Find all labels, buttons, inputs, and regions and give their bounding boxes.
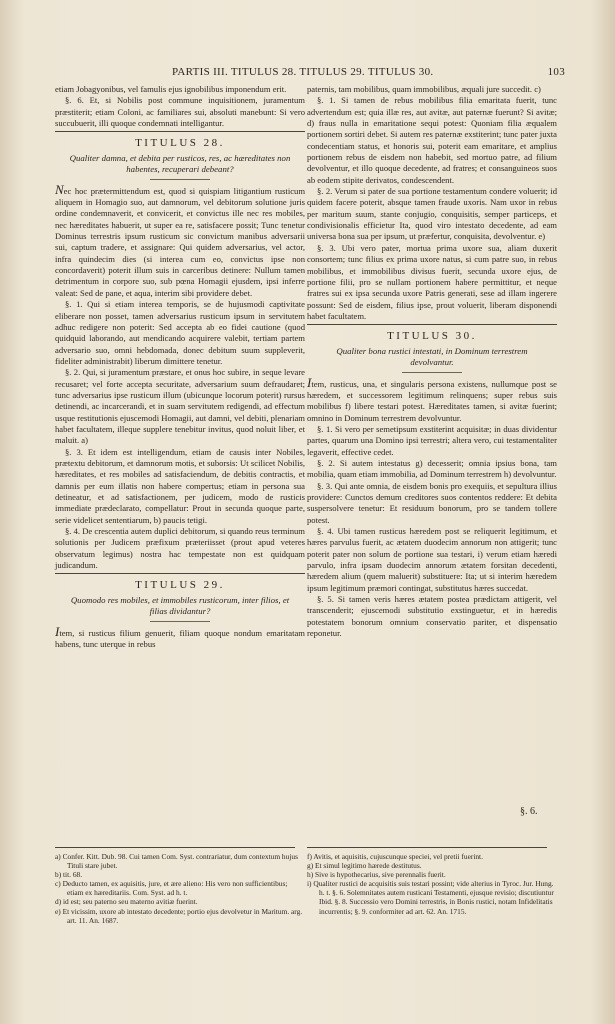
section-subtitle: Quomodo res mobiles, et immobiles rusticorum, inter filios, et filias dividantur? <box>70 594 290 616</box>
running-head <box>60 66 565 80</box>
paragraph: §. 3. Et idem est intelligendum, etiam de causis inter Nobiles, prætextu debitorum, et damnorum motis, et suborsis: Ut scilicet Nobilis, hæreditates, et res mobiles ad satisfaciendum, de debitis contractis, et damnis per eum illatis non habere compertus; etiam in persona sua detineatur, et ad satisfactionem, per judicem, modo de rusticis immediate prædeclarato, compellatur: Prout in secunda quoque parte, serie videlicet sententiarum, b) paucis tetigi. <box>55 446 305 525</box>
paragraph: §. 4. Ubi tamen rusticus hæredem post se reliquerit legitimum, et hæres parvulus fuerit, ac ætatem duodecim annorum non attigerit; tunc poterit pater non solum de portione sua testari, i) verum etiam hæredi parvulo, infra ipsam duodecim annorum ætatem forsitan decedenti, hæredem alium (quem maluerit) substituere: Ita; ut si interim hæredem ipsum legitimum præmori contingat, substitutus hæres succedat. <box>307 526 557 593</box>
catchword: §. 6. <box>520 806 538 817</box>
section-heading-titulus-30: TITULUS 30. <box>387 330 477 343</box>
footnote: a) Confer. Kitt. Dub. 98. Cui tamen Com. Syst. contrariatur, dum contextum hujus Tituli stare jubet. <box>55 852 298 871</box>
section-heading-titulus-28: TITULUS 28. <box>135 137 225 150</box>
paragraph: §. 1. Si vero per semetipsum exstiterint acquisitæ; in duas dividentur partes, quarum una Domino ipsi terrestri; altera vero, cui testamentaliter legaverit, effective cedet. <box>307 423 557 457</box>
initial-letter: I <box>55 623 60 639</box>
initial-letter: N <box>55 181 64 197</box>
footnote: h) Sive is hypothecarius, sive perennalis fuerit. <box>307 870 446 880</box>
paragraph <box>55 181 305 299</box>
section-subtitle: Qualiter damna, et debita per rusticos, res, ac hæreditates non habentes, recuperari debeant? <box>69 152 291 174</box>
footnote-rule <box>307 847 547 848</box>
paragraph: §. 3. Ubi vero pater, mortua prima uxore sua, aliam duxerit consortem; tunc filius ex prima uxore natus, si cum patre suo, in rebus mobilibus, et immobilibus divisus fuerit, secunda uxore ejus, de portione filii, pro se nullam portionem habere permittitur, et neque fratres sui ex ipsa secunda uxore Patris generati, sese ad illam ingerere possunt: Sed de eisdem, filius ipse, prout voluerit, liberam disponendi habet facultatem. <box>307 242 557 321</box>
paragraph <box>307 374 557 424</box>
paragraph: §. 1. Qui si etiam interea temporis, se de hujusmodi captivitate eliberare non posset, tamen adversarius rusticum ipsum in servitutem adhuc redigere non poterit: Sed accepta ab eo fidei cautione (quod quidquid laborando, aut mendicando acquirere valebit, tertiam partem adversario suo, omni hebdomada, donec debitum suum suppleverit, fideliter administrabit) liberum dimittere tenetur. <box>55 299 305 366</box>
divider <box>150 179 210 180</box>
paragraph-text: tem, rusticus, una, et singularis persona existens, nullumque post se hæredem, et successorem legitimum relinquens; super rebus suis mobilibus f) libere testari potest. Hæreditates tamen, si avitæ fuerint; omnino in Dominum terrestrem devolvuntur. <box>307 378 557 423</box>
paragraph: §. 1. Si tamen de rebus mobilibus filia emaritata fuerit, tunc advertendum est; quia illæ res, aut avitæ, aut paternæ fuerunt? Si avitæ; d) fraus nulla in emaritatione sequi potest: Quoniam filia æqualem portionem sortiri debet. Si autem res paternæ exstiterint; tunc pater juxta condecentiam status, et honoris sui, poterit eam emaritare, et amplius portionem rebus de eisdem non habebit, sed mortuo patre, ad filium devolventur, et illo quoque decedente, ad fratres; et consanguineos suos ab eodem stipite derivatos, condescendent. <box>307 95 557 185</box>
footnote: g) Et simul legitimo hærede destitutus. <box>307 861 422 871</box>
footnote: d) id est; seu paterno seu materno avitiæ fuerint. <box>55 897 198 907</box>
left-column <box>55 84 305 650</box>
running-title: PARTIS III. TITULUS 28. TITULUS 29. TITULUS 30. <box>172 66 434 78</box>
divider <box>150 621 210 622</box>
paragraph: etiam Jobagyonibus, vel famulis ejus ignobilibus imponendum erit. <box>55 84 287 94</box>
footnote-rule <box>55 847 295 848</box>
divider <box>55 131 305 132</box>
footnote: c) Deducto tamen, ex aquisitis, jure, et ære alieno: His vero non sufficientibus; etiam ex hæreditariis. Com. Syst. ad h. t. <box>55 879 288 898</box>
footnote: f) Avitis, et aquisitis, cujuscunque speciei, vel pretii fuerint. <box>307 852 483 861</box>
divider <box>55 573 305 574</box>
paragraph: §. 2. Qui, si juramentum præstare, et onus hoc subire, in seque levare recusaret; vel forte accepta securitate, adversarium suum defraudaret; tunc adversarius ipse rusticum illum (ubicunque locorum poterit) rursus detinendi, ac incarcerandi, et in suam servitutem redigendi, ad effectum usque restitutionis ejuscemodi Homagii, aut damni, vel debiti, plenariam habet facultatem, illeque supplere tenebitur invitus, quod noluit liber, et maluit. a) <box>55 367 305 446</box>
paragraph: paternis, tam mobilibus, quam immobilibus, æquali jure succedit. c) <box>307 84 541 94</box>
divider <box>402 372 462 373</box>
page-number: 103 <box>547 66 565 78</box>
initial-letter: I <box>307 374 312 390</box>
paragraph-text: tem, si rusticus filium genuerit, filiam quoque nondum emaritatam habens, tunc uterque in rebus <box>55 627 305 650</box>
paragraph: §. 2. Si autem intestatus g) decesserit; omnia ipsius bona, tam mobilia, quam etiam immobilia, ad Dominum terrestrem h) devolvuntur. <box>307 457 557 480</box>
footnote: i) Qualiter rustici de acquisitis suis testari possint; vide alterius in Tyroc. Jur. Hung. h. t. §. 6. Solemnitates autem rusticani Testamenti, ejusque revisio; discutiuntur Ibid. §. 8. Successio vero Domini terrestris, in Bonis rustici, notam Infidelitatis incurrentis; §. 9. conformiter ad art. 62. An. 1715. <box>307 879 554 916</box>
footnotes-right <box>307 852 557 916</box>
footnote: b) tit. 68. <box>55 870 83 880</box>
right-column <box>307 84 557 639</box>
paragraph: §. 3. Qui ante omnia, de eisdem bonis pro exequiis, et sepultura illius providere: Cunctos demum creditores suos contentos reddere: Et debita suspersolvere tenetur: Et residuum bonorum, pro se tandem tollere potest. <box>307 480 557 525</box>
footnote: e) Et vicissim, uxore ab intestato decedente; portio ejus devolvetur in Maritum. arg. art. 11. An. 1687. <box>55 906 303 925</box>
paragraph: §. 2. Verum si pater de sua portione testamentum condere voluerit; id quidem facere poterit, absque tamen fraude uxoris. Nam uxor in rebus per maritum suum, stante conjugio, conquisitis, semper particeps, et condivisionalis efficietur Ita, quod viro intestato decedente, ad eam universa bona sua per ipsum, ut præfertur, conquisita, devolventur. e) <box>307 186 557 242</box>
paragraph-text: ec hoc prætermittendum est, quod si quispiam litigantium rusticum aliquem in Homagio suo, aut damnorum, vel debitorum solutione juris ordine condemnaverit, et convicerit, et convictus ille nec res mobiles, nec hæreditates habuerit, ut super ea re, satisfacere possit; Tunc tenetur Dominus terrestris ipsum rusticum sic convictum manibus adversarii sui, captum tradere, et assignare: Qui quidem adversarius, vel actor, infra quindecim dies (si interea cum eo, convictus ipse non concordaverit) poterit illum suis in carceribus detinere: Nullum tamen detrimentum in corpore suo, sub pœna Homagii ejusdem, ipsi inferre valeat: Sed de pane, et aqua, interim sibi providere debet. <box>55 185 305 298</box>
paragraph: §. 5. Si tamen veris hæres ætatem postea prædictam attigerit, vel transcenderit; ejuscemodi substitutio exstinguetur, et in hæredis potestatem bonorum omnium conservatio pariter, et dispensatio reponetur. <box>307 594 557 639</box>
paragraph: §. 4. De crescentia autem duplici debitorum, si quando reus terminum solutionis per Judicem præfixum præteriisset (prout apud veteres observatum legimus) nostra hac tempestate non est quidquam judicandum. <box>55 526 305 571</box>
section-subtitle: Qualiter bona rustici intestati, in Dominum terrestrem devolvantur. <box>336 345 528 367</box>
section-heading-titulus-29: TITULUS 29. <box>135 579 225 592</box>
paragraph <box>55 623 305 651</box>
divider <box>307 324 557 325</box>
footnotes-left <box>55 852 305 925</box>
paragraph: §. 6. Et, si Nobilis post commune inquisitionem, juramentum præstiterit; etiam Coloni, ac familiares sui, absoluti manebunt: Si vero succubuerit, illi quoque condemnati intelligantur. <box>55 95 305 129</box>
